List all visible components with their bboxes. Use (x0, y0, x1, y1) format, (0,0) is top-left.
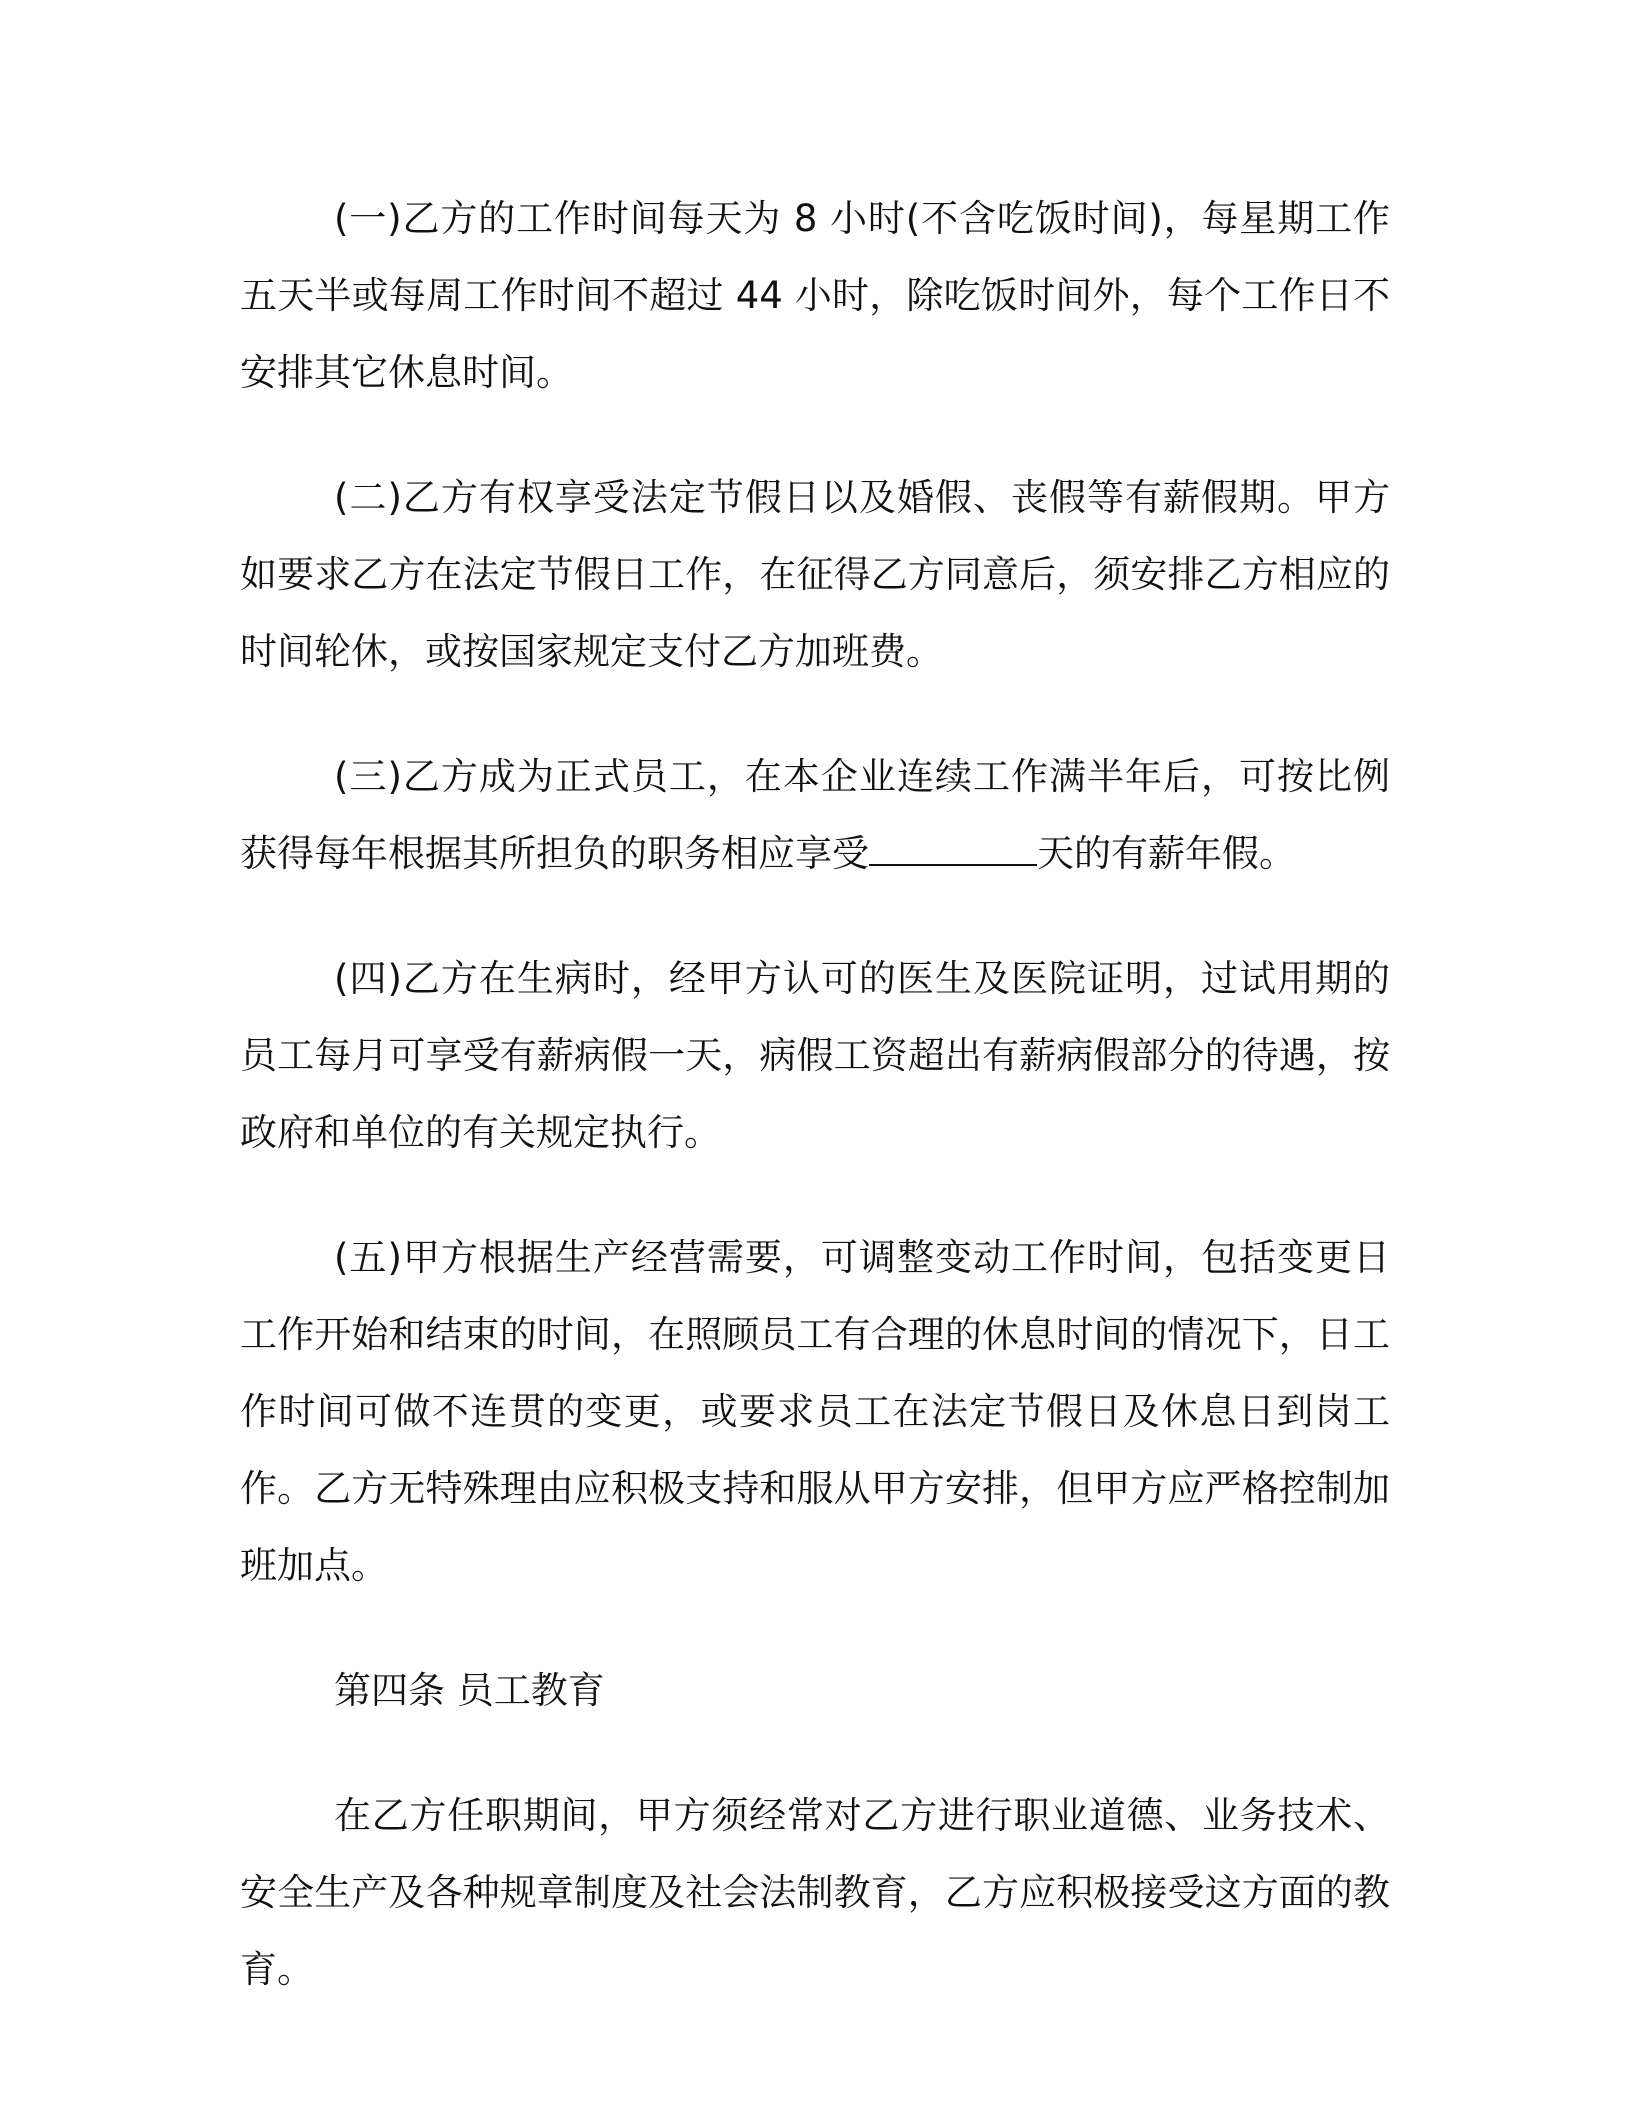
clause-paragraph-5: (五)甲方根据生产经营需要，可调整变动工作时间，包括变更日工作开始和结束的时间，在照顾员工有合理的休息时间的情况下，日工作时间可做不连贯的变更，或要求员工在法定节假日及休息日到岗工作。乙方无特殊理由应积极支持和服从甲方安排，但甲方应严格控制加班加点。 (240, 1236, 1390, 1587)
document-body (240, 180, 1390, 2056)
section-paragraph: 在乙方任职期间，甲方须经常对乙方进行职业道德、业务技术、安全生产及各种规章制度及社会法制教育，乙方应积极接受这方面的教育。 (240, 1794, 1390, 1991)
clause-paragraph-3 (240, 738, 1390, 892)
section-heading: 第四条 员工教育 (334, 1669, 605, 1712)
clause-paragraph-1: (一)乙方的工作时间每天为 8 小时(不含吃饭时间)，每星期工作五天半或每周工作时间不超过 44 小时，除吃饭时间外，每个工作日不安排其它休息时间。 (240, 197, 1390, 394)
clause-paragraph-2: (二)乙方有权享受法定节假日以及婚假、丧假等有薪假期。甲方如要求乙方在法定节假日工作，在征得乙方同意后，须安排乙方相应的时间轮休，或按国家规定支付乙方加班费。 (240, 476, 1390, 673)
annual-leave-days-blank (869, 830, 1037, 866)
clause-paragraph-4: (四)乙方在生病时，经甲方认可的医生及医院证明，过试用期的员工每月可享受有薪病假一天，病假工资超出有薪病假部分的待遇，按政府和单位的有关规定执行。 (240, 957, 1390, 1154)
clause-3-text-after: 天的有薪年假。 (1037, 832, 1296, 875)
clause-3-text-before: (三)乙方成为正式员工，在本企业连续工作满半年后，可按比例获得每年根据其所担负的职务相应享受 (240, 755, 1390, 875)
